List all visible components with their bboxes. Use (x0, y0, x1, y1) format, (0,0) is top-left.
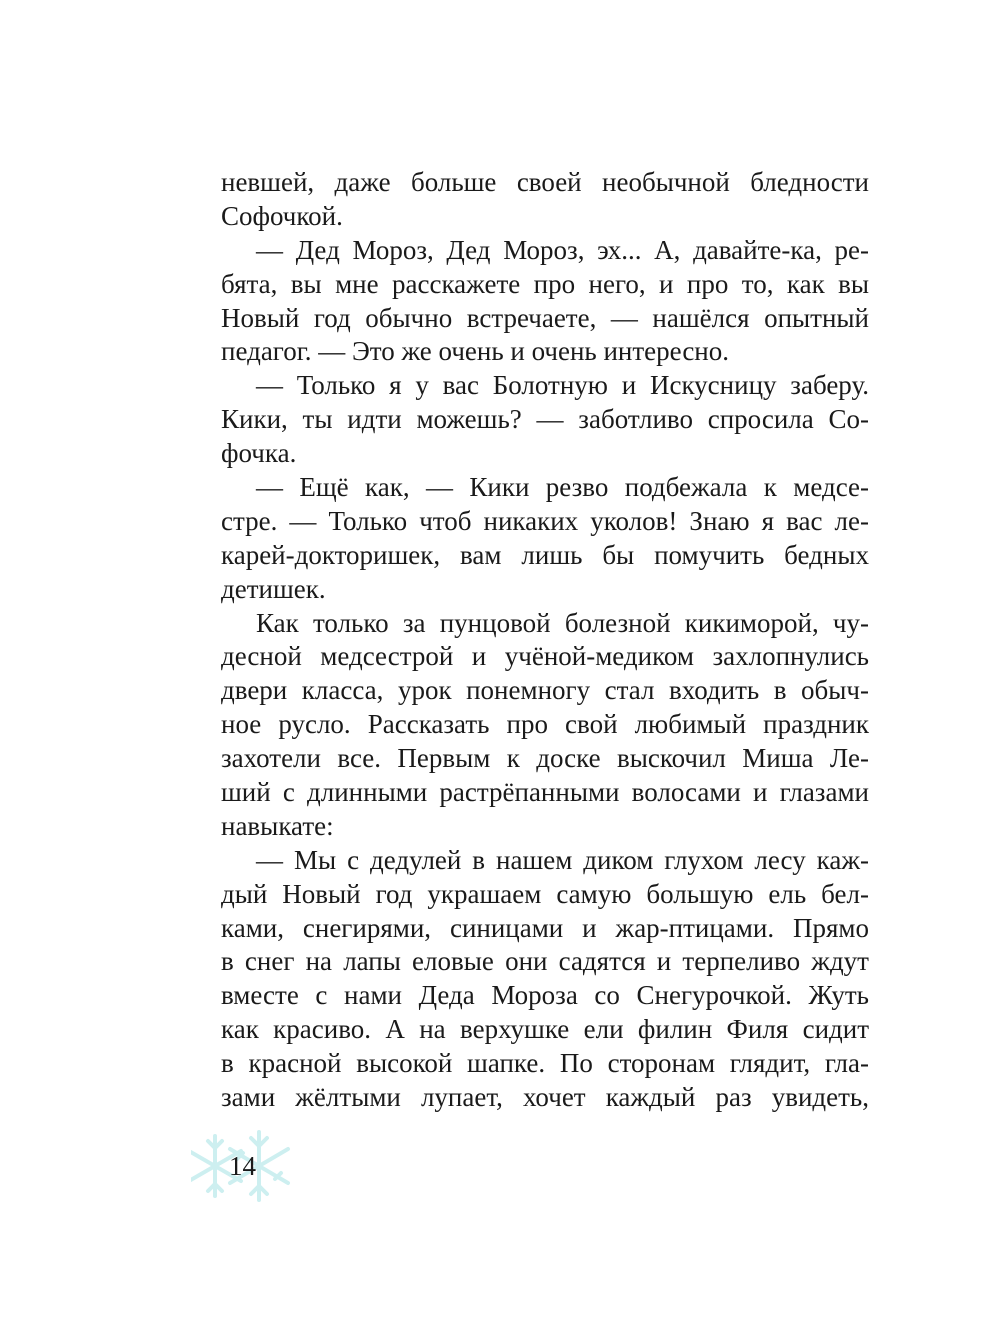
text-line: — Ещё как, — Кики резво подбежала к медсе- (256, 472, 869, 503)
text-line: — Только я у вас Болотную и Искусницу заберу. (256, 370, 869, 401)
text-line: педагог. — Это же очень и очень интересно. (221, 336, 730, 367)
text-line: двери класса, урок понемногу стал входить в обыч- (221, 675, 869, 706)
text-line: как красиво. А на верхушке ели филин Филя сидит (221, 1014, 869, 1045)
text-line: ками, снегирями, синицами и жар-птицами. Прямо (221, 912, 869, 943)
text-line: стре. — Только чтоб никаких уколов! Знаю я вас ле- (221, 505, 869, 536)
text-line: ное русло. Рассказать про свой любимый праздник (221, 709, 869, 740)
page-body-text (221, 166, 869, 1115)
text-line: в красной высокой шапке. По сторонам глядит, гла- (221, 1048, 869, 1079)
text-line: — Дед Мороз, Дед Мороз, эх... А, давайте-ка, ре- (256, 234, 869, 265)
text-line: в снег на лапы еловые они садятся и терпеливо ждут (221, 946, 869, 977)
text-line: невшей, даже больше своей необычной бледности (221, 167, 869, 197)
text-line: Как только за пунцовой болезной кикиморой, чу- (256, 607, 869, 638)
text-line: вместе с нами Деда Мороза со Снегурочкой. Жуть (221, 980, 869, 1011)
text-line: захотели все. Первым к доске выскочил Миша Ле- (221, 743, 869, 774)
text-line: зами жёлтыми лупает, хочет каждый раз увидеть, (221, 1082, 869, 1113)
text-line: Кики, ты идти можешь? — заботливо спросила Со- (221, 404, 869, 435)
text-line: детишек. (221, 573, 326, 604)
text-line: навыкате: (221, 810, 334, 841)
text-line: дый Новый год украшаем самую большую ель бел- (221, 878, 869, 909)
text-line: ший с длинными растрёпанными волосами и глазами (221, 777, 869, 808)
text-line: Софочкой. (221, 200, 343, 231)
page-number: 14 (229, 1151, 256, 1181)
text-line: фочка. (221, 438, 297, 469)
text-line: карей-докторишек, вам лишь бы помучить бедных (221, 539, 869, 570)
text-line: бята, вы мне расскажете про него, и про то, как вы (221, 268, 869, 299)
text-line: Новый год обычно встречаете, — нашёлся опытный (221, 302, 869, 333)
text-line: — Мы с дедулей в нашем диком глухом лесу каж- (256, 844, 869, 875)
text-line: десной медсестрой и учёной-медиком захлопнулись (221, 641, 869, 672)
